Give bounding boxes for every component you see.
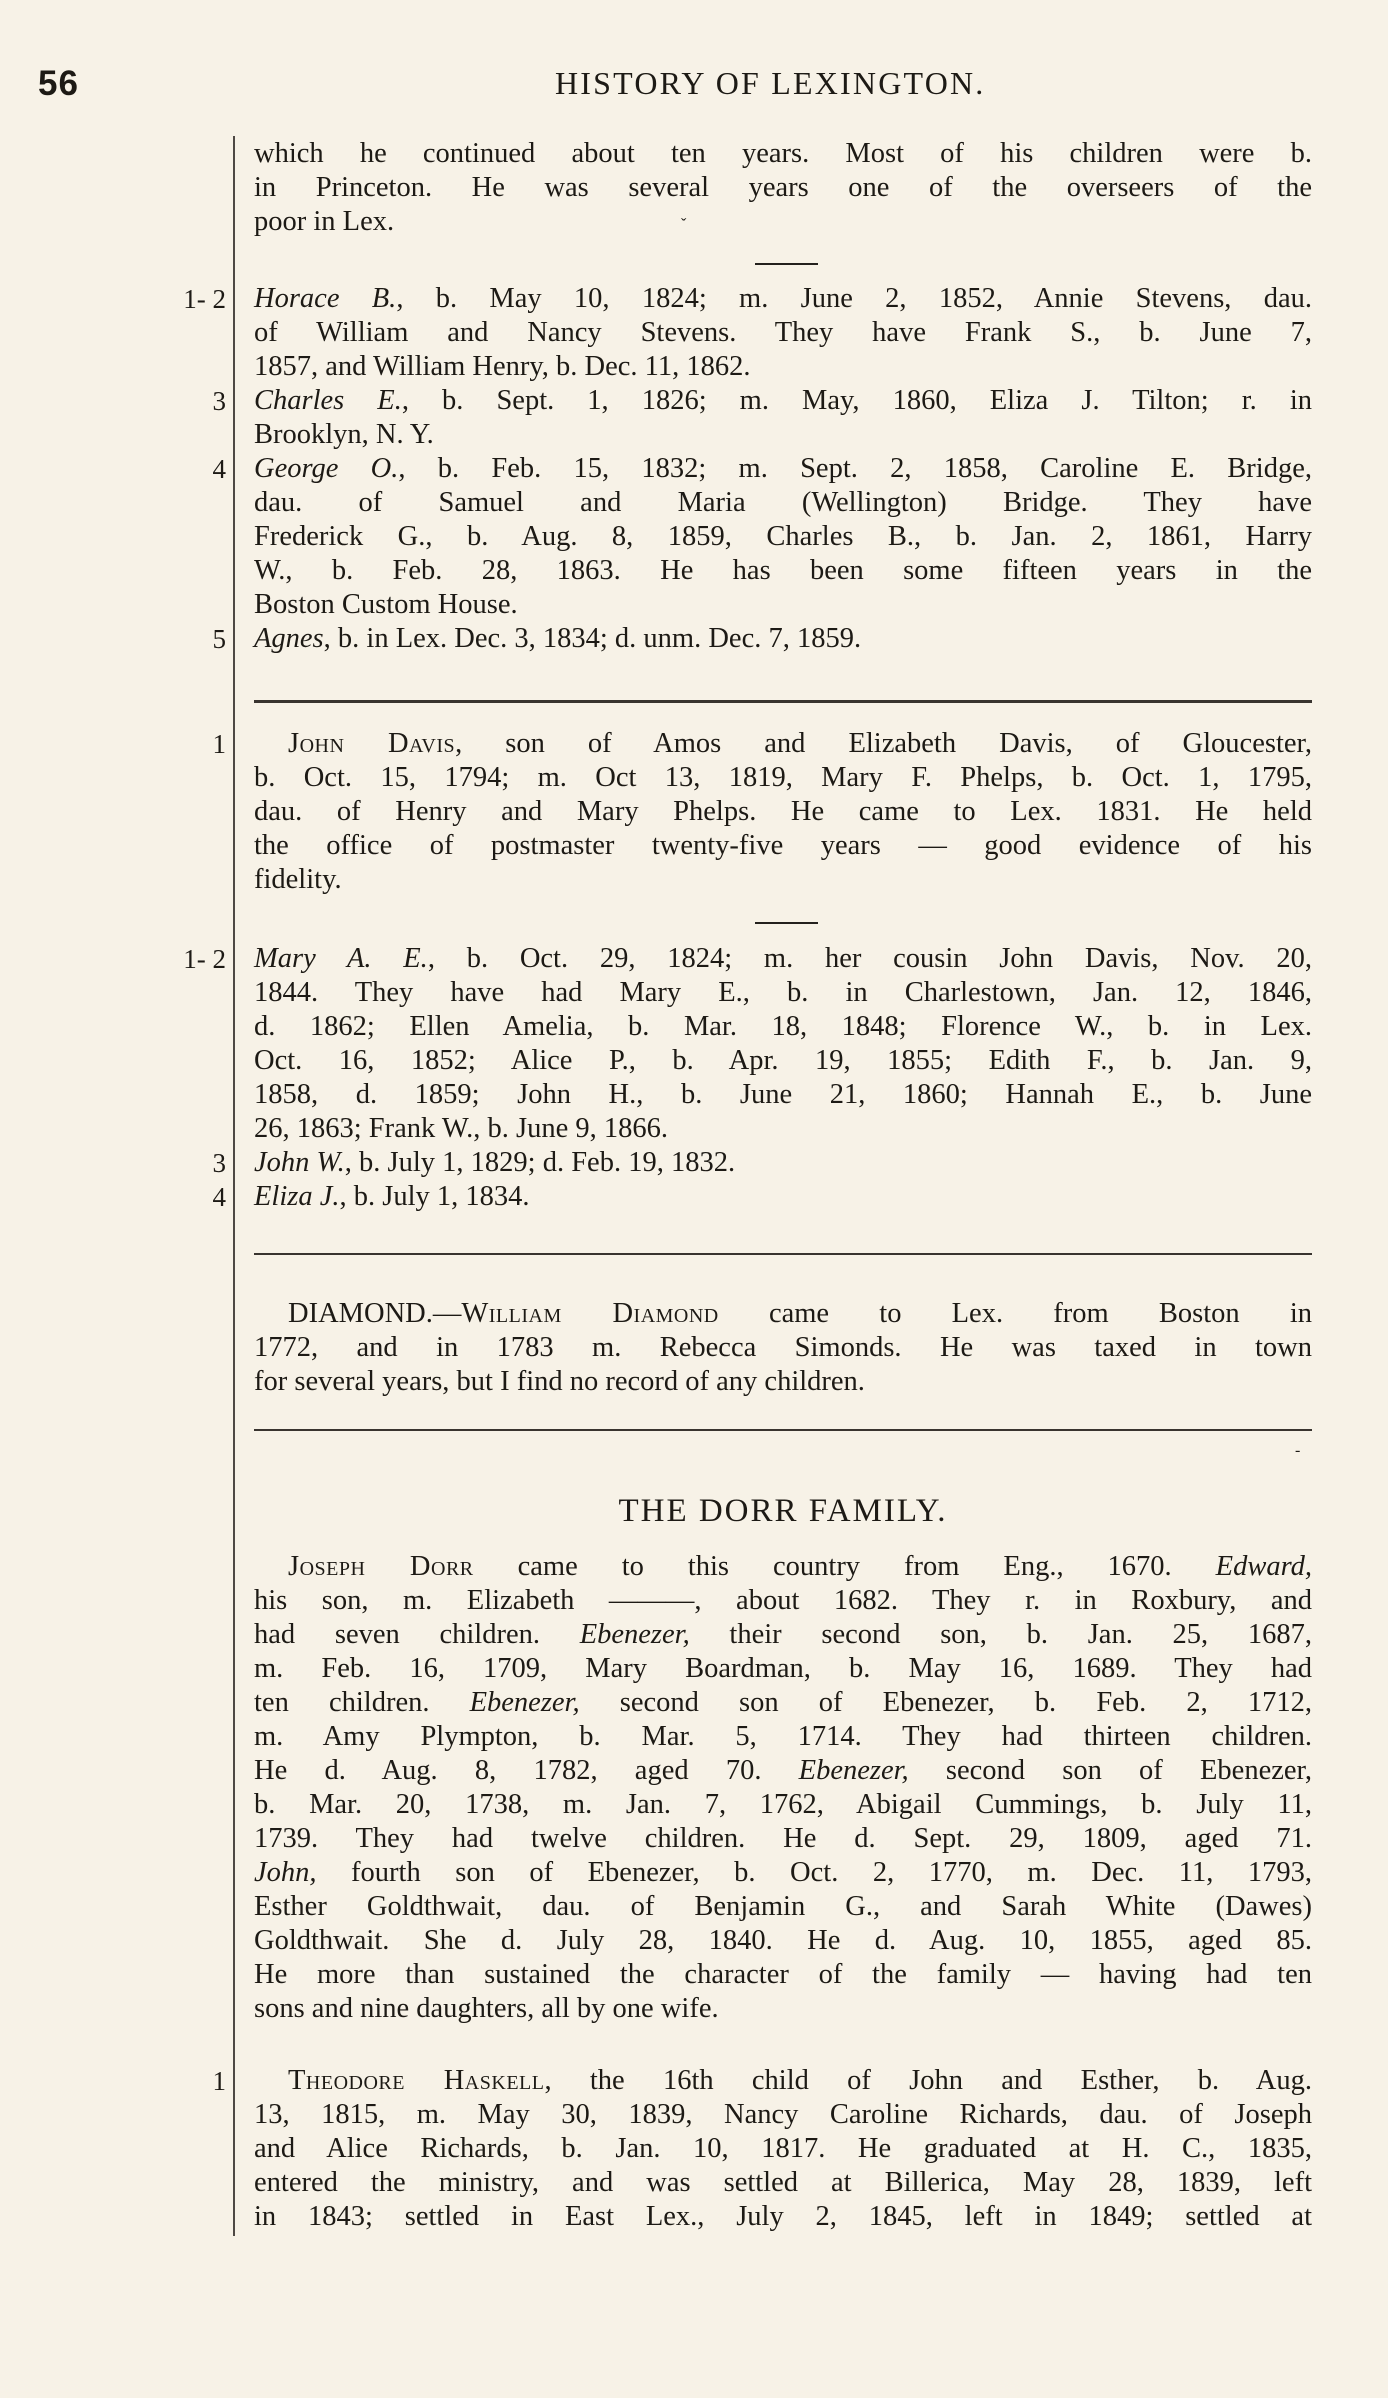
entry-marker: 3 — [212, 386, 226, 416]
person-name: Charles E. — [254, 385, 402, 416]
text-line — [254, 1890, 1312, 1924]
text-line: and Alice Richards, b. Jan. 10, 1817. He graduated at H. C., 1835, — [254, 2133, 1312, 2164]
entry-marker: 4 — [212, 1182, 226, 1212]
margin-rule — [233, 136, 235, 2236]
section-divider — [254, 1253, 1312, 1255]
text-line: Oct. 16, 1852; Alice P., b. Apr. 19, 1855; Edith F., b. Jan. 9, — [254, 1045, 1312, 1076]
person-name: Agnes — [254, 623, 324, 654]
entry-marker: 5 — [212, 624, 226, 654]
text-line: dau. of Henry and Mary Phelps. He came to Lex. 1831. He held — [254, 796, 1312, 827]
section-divider — [755, 263, 818, 265]
text-line — [254, 1856, 1312, 1890]
person-name: Ebenezer, — [798, 1755, 909, 1786]
text-run: had seven children. — [254, 1619, 580, 1650]
text-line: Horace B., b. May 10, 1824; m. June 2, 1852, Annie Stevens, dau. — [254, 283, 1312, 314]
running-head: HISTORY OF LEXINGTON. — [555, 65, 986, 101]
text-line — [254, 1924, 1312, 1958]
text-line: Eliza J., b. July 1, 1834. — [254, 1181, 530, 1212]
text-line — [254, 1584, 1312, 1618]
person-name: John W. — [254, 1147, 345, 1178]
entry-marker: 4 — [212, 454, 226, 484]
text-run: his son, m. Elizabeth ———, about 1682. They r. in Roxbury, and — [254, 1585, 1312, 1616]
family-heading: THE DORR FAMILY. — [618, 1493, 948, 1529]
text-run: m. Amy Plympton, b. Mar. 5, 1714. They had thirteen children. — [254, 1721, 1312, 1752]
entry-marker: 1- 2 — [183, 284, 226, 314]
text-line: entered the ministry, and was settled at Billerica, May 28, 1839, left — [254, 2167, 1312, 2198]
person-name: William Diamond — [461, 1298, 719, 1329]
text-line — [254, 1788, 1312, 1822]
text-line: fidelity. — [254, 864, 342, 895]
person-name: Theodore Haskell — [288, 2065, 545, 2096]
entry-marker: 1 — [212, 729, 226, 759]
person-name: John, — [254, 1857, 317, 1888]
text-line: poor in Lex. — [254, 206, 395, 237]
text-run: m. Feb. 16, 1709, Mary Boardman, b. May 16, 1689. They had — [254, 1653, 1312, 1684]
text-line: b. Oct. 15, 1794; m. Oct 13, 1819, Mary F. Phelps, b. Oct. 1, 1795, — [254, 762, 1312, 793]
entry-marker: 1- 2 — [183, 944, 226, 974]
text-line: 1857, and William Henry, b. Dec. 11, 1862. — [254, 351, 751, 382]
text-line: which he continued about ten years. Most of his children were b. — [254, 138, 1312, 169]
text-run: He d. Aug. 8, 1782, aged 70. — [254, 1755, 799, 1786]
text-line — [288, 1550, 1312, 1584]
text-line: DIAMOND.—William Diamond came to Lex. from Boston in — [288, 1298, 1312, 1329]
text-line: dau. of Samuel and Maria (Wellington) Bridge. They have — [254, 487, 1312, 518]
person-name: Horace B. — [254, 283, 397, 314]
text-run: second son of Ebenezer, — [908, 1755, 1312, 1786]
text-line — [254, 1652, 1312, 1686]
text-run: He more than sustained the character of the family — having had ten — [254, 1959, 1312, 1990]
person-name: Joseph Dorr — [288, 1551, 474, 1582]
text-line — [254, 1754, 1312, 1788]
text-run: sons and nine daughters, all by one wife. — [254, 1993, 719, 2024]
person-name: Ebenezer, — [579, 1619, 690, 1650]
text-line: Theodore Haskell, the 16th child of John and Esther, b. Aug. — [288, 2065, 1312, 2096]
entry-marker: 3 — [212, 1148, 226, 1178]
text-run: fourth son of Ebenezer, b. Oct. 2, 1770, m. Dec. 11, 1793, — [316, 1857, 1312, 1888]
text-line: of William and Nancy Stevens. They have Frank S., b. June 7, — [254, 317, 1312, 348]
text-run: second son of Ebenezer, b. Feb. 2, 1712, — [579, 1687, 1312, 1718]
text-run: 1739. They had twelve children. He d. Sept. 29, 1809, aged 71. — [254, 1823, 1312, 1854]
text-line: Charles E., b. Sept. 1, 1826; m. May, 1860, Eliza J. Tilton; r. in — [254, 385, 1312, 416]
text-line: the office of postmaster twenty-five years — good evidence of his — [254, 830, 1312, 861]
section-divider — [254, 700, 1312, 703]
text-line — [254, 1958, 1312, 1992]
text-line: in Princeton. He was several years one of the overseers of the — [254, 172, 1312, 203]
person-name: Eliza J. — [254, 1181, 340, 1212]
text-line: 1858, d. 1859; John H., b. June 21, 1860; Hannah E., b. June — [254, 1079, 1312, 1110]
text-line: George O., b. Feb. 15, 1832; m. Sept. 2, 1858, Caroline E. Bridge, — [254, 453, 1312, 484]
text-line: in 1843; settled in East Lex., July 2, 1845, left in 1849; settled at — [254, 2201, 1312, 2232]
text-line — [254, 1618, 1312, 1652]
text-run: b. Mar. 20, 1738, m. Jan. 7, 1762, Abigail Cummings, b. July 11, — [254, 1789, 1312, 1820]
text-line: Mary A. E., b. Oct. 29, 1824; m. her cousin John Davis, Nov. 20, — [254, 943, 1312, 974]
person-name: George O. — [254, 453, 399, 484]
section-divider — [254, 1429, 1312, 1431]
text-line — [254, 1686, 1312, 1720]
text-line: John W., b. July 1, 1829; d. Feb. 19, 1832. — [254, 1147, 736, 1178]
person-name: Ebenezer, — [469, 1687, 580, 1718]
text-run: Esther Goldthwait, dau. of Benjamin G., and Sarah White (Dawes) — [254, 1891, 1312, 1922]
text-run: ten children. — [254, 1687, 470, 1718]
text-run: came to this country from Eng., 1670. — [473, 1551, 1216, 1582]
surname-heading: DIAMOND.— — [288, 1298, 462, 1329]
text-line: John Davis, son of Amos and Elizabeth Davis, of Gloucester, — [288, 728, 1312, 759]
text-line — [254, 1822, 1312, 1856]
text-line: Brooklyn, N. Y. — [254, 419, 434, 450]
person-name: Mary A. E. — [254, 943, 428, 974]
section-divider — [755, 922, 818, 924]
text-run: their second son, b. Jan. 25, 1687, — [689, 1619, 1313, 1650]
text-line — [254, 1992, 1312, 2026]
caret-mark: ˇ — [681, 216, 687, 233]
text-line: 1844. They have had Mary E., b. in Charlestown, Jan. 12, 1846, — [254, 977, 1312, 1008]
text-line — [254, 1720, 1312, 1754]
text-line: Boston Custom House. — [254, 589, 518, 620]
text-line: 26, 1863; Frank W., b. June 9, 1866. — [254, 1113, 669, 1144]
entry-marker: 1 — [212, 2066, 226, 2096]
text-line: for several years, but I find no record of any children. — [254, 1366, 865, 1397]
print-mark: - — [1295, 1442, 1301, 1459]
person-name: Edward, — [1215, 1551, 1312, 1582]
text-line: W., b. Feb. 28, 1863. He has been some fifteen years in the — [254, 555, 1312, 586]
text-line: d. 1862; Ellen Amelia, b. Mar. 18, 1848; Florence W., b. in Lex. — [254, 1011, 1312, 1042]
text-run: Goldthwait. She d. July 28, 1840. He d. Aug. 10, 1855, aged 85. — [254, 1925, 1312, 1956]
page-number: 56 — [38, 64, 79, 103]
text-line: 13, 1815, m. May 30, 1839, Nancy Caroline Richards, dau. of Joseph — [254, 2099, 1312, 2130]
text-line: Agnes, b. in Lex. Dec. 3, 1834; d. unm. Dec. 7, 1859. — [254, 623, 862, 654]
text-line: 1772, and in 1783 m. Rebecca Simonds. He was taxed in town — [254, 1332, 1312, 1363]
text-line: Frederick G., b. Aug. 8, 1859, Charles B., b. Jan. 2, 1861, Harry — [254, 521, 1312, 552]
person-name: John Davis — [288, 728, 456, 759]
